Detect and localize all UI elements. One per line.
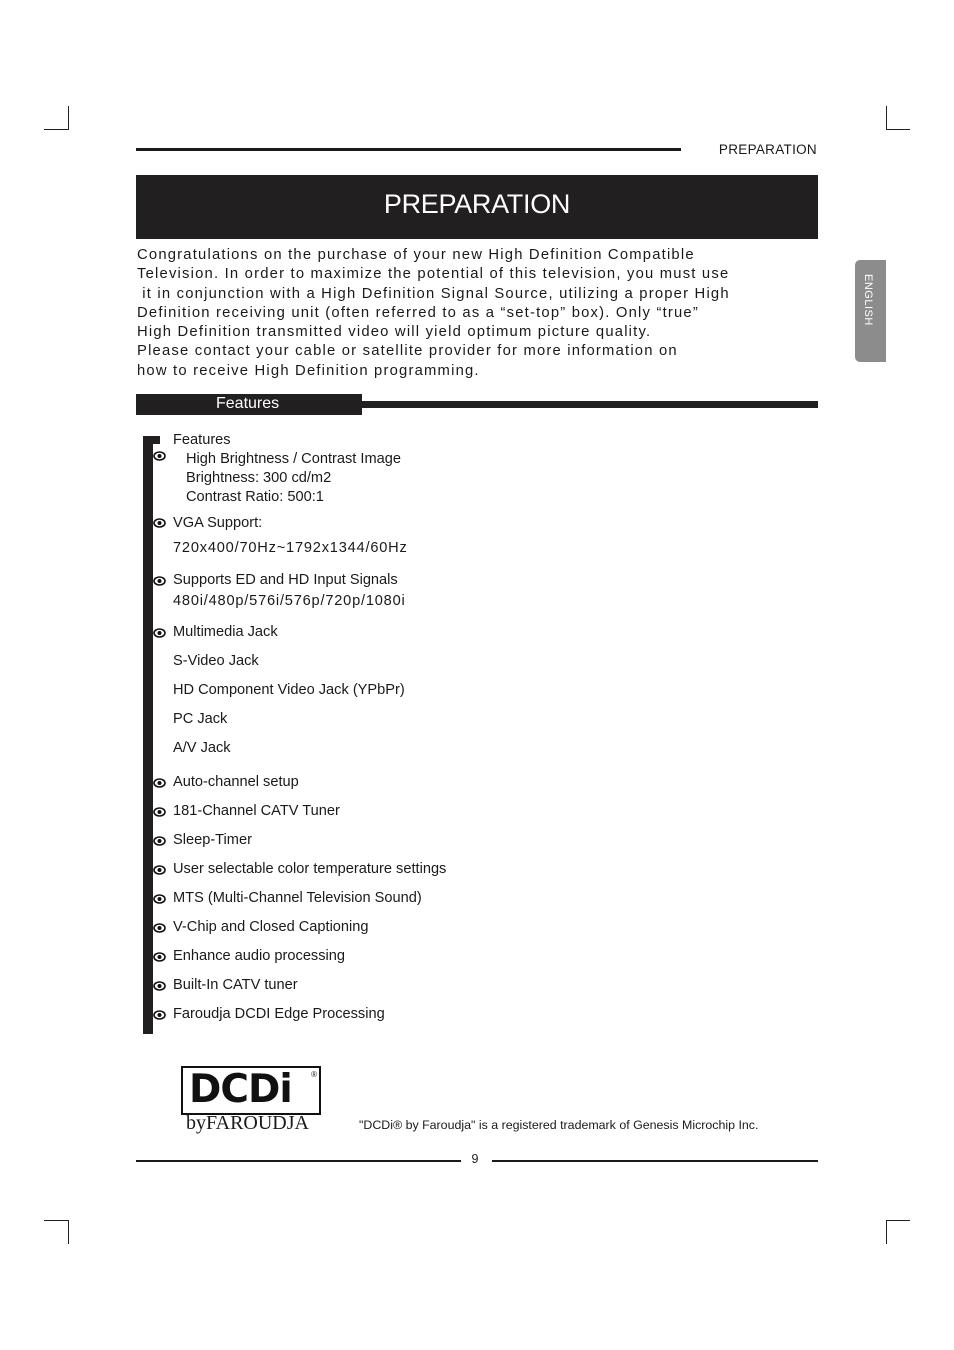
footer-rule-left [136, 1160, 461, 1162]
intro-line: Congratulations on the purchase of your new High Definition Compatible [137, 247, 695, 263]
feature-item: User selectable color temperature settings [173, 861, 447, 877]
intro-line: Please contact your cable or satellite provider for more information on [137, 343, 678, 360]
bullet-icon [153, 628, 166, 638]
title-banner [136, 175, 818, 239]
section-header-bar [136, 394, 362, 415]
crop-mark [886, 1220, 910, 1221]
bullet-icon [153, 576, 166, 586]
feature-contrast: Contrast Ratio: 500:1 [186, 489, 324, 505]
feature-jack: HD Component Video Jack (YPbPr) [173, 682, 405, 698]
bullet-icon [153, 518, 166, 528]
feature-jack: PC Jack [173, 711, 228, 727]
dcdi-logo [181, 1066, 321, 1115]
feature-jack: S-Video Jack [173, 653, 259, 669]
feature-item: V-Chip and Closed Captioning [173, 919, 369, 935]
crop-mark [886, 106, 887, 130]
intro-line: Television. In order to maximize the potential of this television, you must use [137, 266, 730, 283]
footer-rule-right [492, 1160, 818, 1162]
intro-paragraph [137, 246, 777, 381]
bullet-icon [153, 451, 166, 461]
header-rule [136, 148, 681, 151]
section-title: Features [216, 395, 280, 412]
crop-mark [68, 1220, 69, 1244]
feature-item: Auto-channel setup [173, 774, 299, 790]
trademark-notice: "DCDi® by Faroudja" is a registered trademark of Genesis Microchip Inc. [359, 1118, 759, 1132]
logo-mark: DCDi [189, 1067, 292, 1112]
intro-line: how to receive High Definition programming. [137, 362, 480, 379]
bullet-icon [153, 894, 166, 904]
feature-signals-value: 480i/480p/576i/576p/720p/1080i [173, 593, 406, 609]
language-tab [855, 260, 886, 362]
feature-item: Built-In CATV tuner [173, 977, 298, 993]
bullet-icon [153, 952, 166, 962]
feature-jack: A/V Jack [173, 740, 231, 756]
feature-vga-label: VGA Support: [173, 515, 263, 531]
logo-byline: byFAROUDJA [186, 1112, 309, 1134]
feature-list-bar-cap [153, 436, 160, 444]
feature-item: Faroudja DCDI Edge Processing [173, 1006, 385, 1022]
feature-image-label: High Brightness / Contrast Image [186, 451, 401, 467]
feature-brightness: Brightness: 300 cd/m2 [186, 470, 332, 486]
feature-item: MTS (Multi-Channel Television Sound) [173, 890, 422, 906]
feature-item: Enhance audio processing [173, 948, 346, 964]
crop-mark [68, 106, 69, 130]
feature-list-bar [143, 436, 153, 1034]
bullet-icon [153, 981, 166, 991]
feature-signals-label: Supports ED and HD Input Signals [173, 572, 398, 588]
header-section-label: PREPARATION [718, 142, 817, 157]
language-tab-label: ENGLISH [862, 274, 874, 326]
bullet-icon [153, 923, 166, 933]
bullet-icon [153, 836, 166, 846]
crop-mark [44, 129, 69, 130]
logo-registered: ® [311, 1070, 317, 1079]
crop-mark [886, 1220, 887, 1244]
intro-line: Definition receiving unit (often referred to as a “set-top” box). Only “true” [137, 304, 699, 321]
section-rule [362, 401, 818, 408]
feature-vga-value: 720x400/70Hz~1792x1344/60Hz [173, 540, 408, 556]
bullet-icon [153, 778, 166, 788]
intro-line: High Definition transmitted video will yield optimum picture quality. [137, 324, 652, 341]
crop-mark [886, 129, 910, 130]
page-number: 9 [471, 1152, 479, 1166]
bullet-icon [153, 807, 166, 817]
bullet-icon [153, 865, 166, 875]
features-heading: Features [173, 432, 231, 448]
page-title: PREPARATION [383, 189, 571, 219]
feature-multimedia-label: Multimedia Jack [173, 624, 278, 640]
bullet-icon [153, 1010, 166, 1020]
feature-item: 181-Channel CATV Tuner [173, 803, 340, 819]
crop-mark [44, 1220, 69, 1221]
feature-item: Sleep-Timer [173, 832, 252, 848]
intro-line: it in conjunction with a High Definition Signal Source, utilizing a proper High [137, 285, 730, 302]
